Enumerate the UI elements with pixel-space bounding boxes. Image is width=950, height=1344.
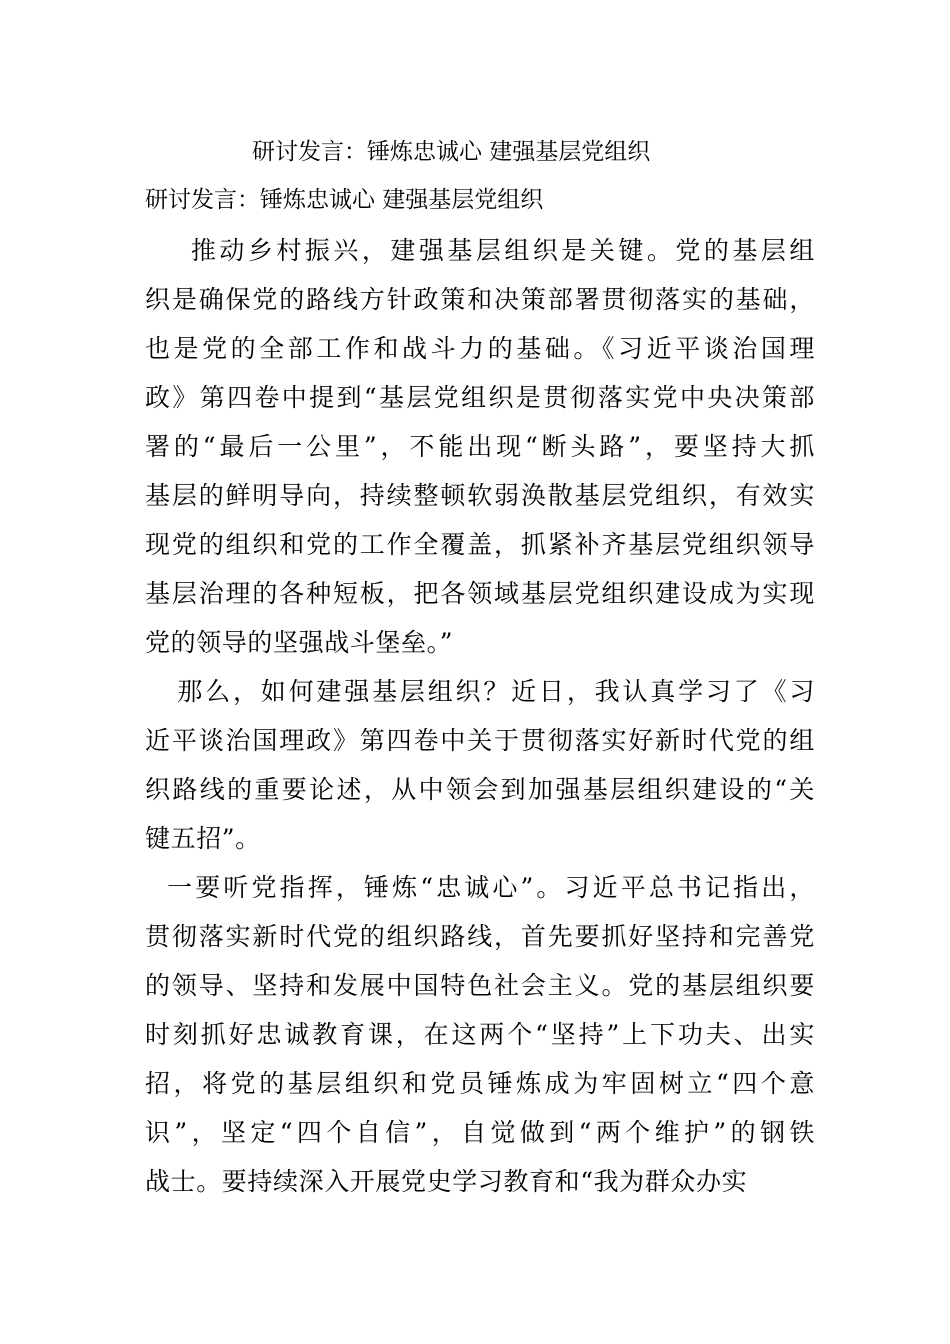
paragraph-line: 织路线的重要论述，从中领会到加强基层组织建设的“关 (145, 775, 815, 804)
paragraph-line: 近平谈治国理政》第四卷中关于贯彻落实好新时代党的组 (145, 726, 815, 755)
paragraph-line: 识”，坚定“四个自信”，自觉做到“两个维护”的钢铁 (145, 1118, 815, 1147)
paragraph-line: 招，将党的基层组织和党员锤炼成为牢固树立“四个意 (145, 1069, 815, 1098)
paragraph-indent (145, 677, 177, 706)
paragraph-line: 时刻抓好忠诚教育课，在这两个“坚持”上下功夫、出实 (145, 1020, 815, 1049)
paragraph (145, 869, 815, 1212)
paragraph-line: 政》第四卷中提到“基层党组织是贯彻落实党中央决策部 (145, 383, 815, 412)
paragraph-line-text: 推动乡村振兴，建强基层组织是关键。党的基层组 (190, 236, 816, 265)
paragraph-line: 署的“最后一公里”，不能出现“断头路”，要坚持大抓 (145, 432, 815, 461)
document-body (145, 232, 815, 1212)
paragraph-line: 基层治理的各种短板，把各领域基层党组织建设成为实现 (145, 579, 815, 608)
paragraph-line: 战士。要持续深入开展党史学习教育和“我为群众办实 (145, 1167, 748, 1196)
paragraph-line: 党的领导的坚强战斗堡垒。” (145, 628, 454, 657)
paragraph-line: 的领导、坚持和发展中国特色社会主义。党的基层组织要 (145, 971, 815, 1000)
paragraph-line (145, 869, 815, 918)
paragraph-line: 织是确保党的路线方针政策和决策部署贯彻落实的基础， (145, 285, 815, 314)
document-title: 研讨发言：锤炼忠诚心 建强基层党组织 (252, 139, 651, 165)
paragraph-line: 现党的组织和党的工作全覆盖，抓紧补齐基层党组织领导 (145, 530, 815, 559)
paragraph-line-text: 一要听党指挥，锤炼“忠诚心”。习近平总书记指出， (167, 873, 816, 902)
document-subtitle: 研讨发言：锤炼忠诚心 建强基层党组织 (145, 187, 544, 213)
paragraph-line: 键五招”。 (145, 824, 261, 853)
paragraph (145, 673, 815, 869)
paragraph-indent (145, 236, 191, 265)
paragraph-line (145, 232, 815, 281)
paragraph-line: 贯彻落实新时代党的组织路线，首先要抓好坚持和完善党 (145, 922, 815, 951)
paragraph-line (145, 673, 815, 722)
paragraph-line: 基层的鲜明导向，持续整顿软弱涣散基层党组织，有效实 (145, 481, 815, 510)
paragraph-indent (145, 873, 167, 902)
paragraph-line: 也是党的全部工作和战斗力的基础。《习近平谈治国理 (145, 334, 815, 363)
paragraph-line-text: 那么，如何建强基层组织？近日，我认真学习了《习 (177, 677, 815, 706)
paragraph (145, 232, 815, 673)
